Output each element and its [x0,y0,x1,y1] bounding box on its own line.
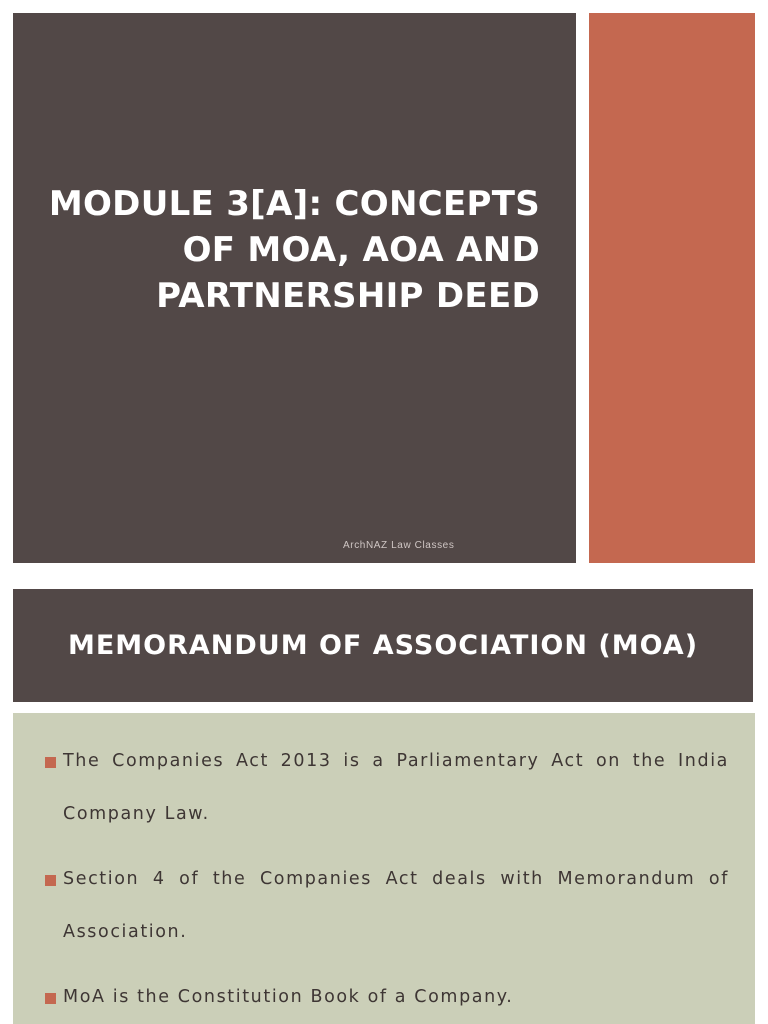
title-slide-main-panel [13,13,576,563]
module-title-line-3: PARTNERSHIP DEED [156,276,540,316]
square-bullet-icon [45,757,56,768]
list-item [45,853,729,959]
slide-footer-text: ArchNAZ Law Classes [343,540,455,551]
moa-slide-title: MEMORANDUM OF ASSOCIATION (MOA) [67,630,699,661]
module-title-line-1: MODULE 3[A]: CONCEPTS [48,184,540,224]
list-item [45,971,729,1024]
bullet-text: The Companies Act 2013 is a Parliamentary Act on the India Company Law. [63,751,729,824]
square-bullet-icon [45,993,56,1004]
title-slide-accent-bar [589,13,755,563]
module-title-line-2: OF MOA, AOA AND [182,230,540,270]
bullet-list [45,749,729,1024]
bullet-text: Section 4 of the Companies Act deals with Memorandum of Association. [63,869,729,942]
list-item [45,735,729,841]
square-bullet-icon [45,875,56,886]
moa-slide-body [13,713,755,1024]
bullet-text: MoA is the Constitution Book of a Company. [63,987,514,1007]
moa-slide-header [13,589,753,702]
module-title [40,181,540,319]
